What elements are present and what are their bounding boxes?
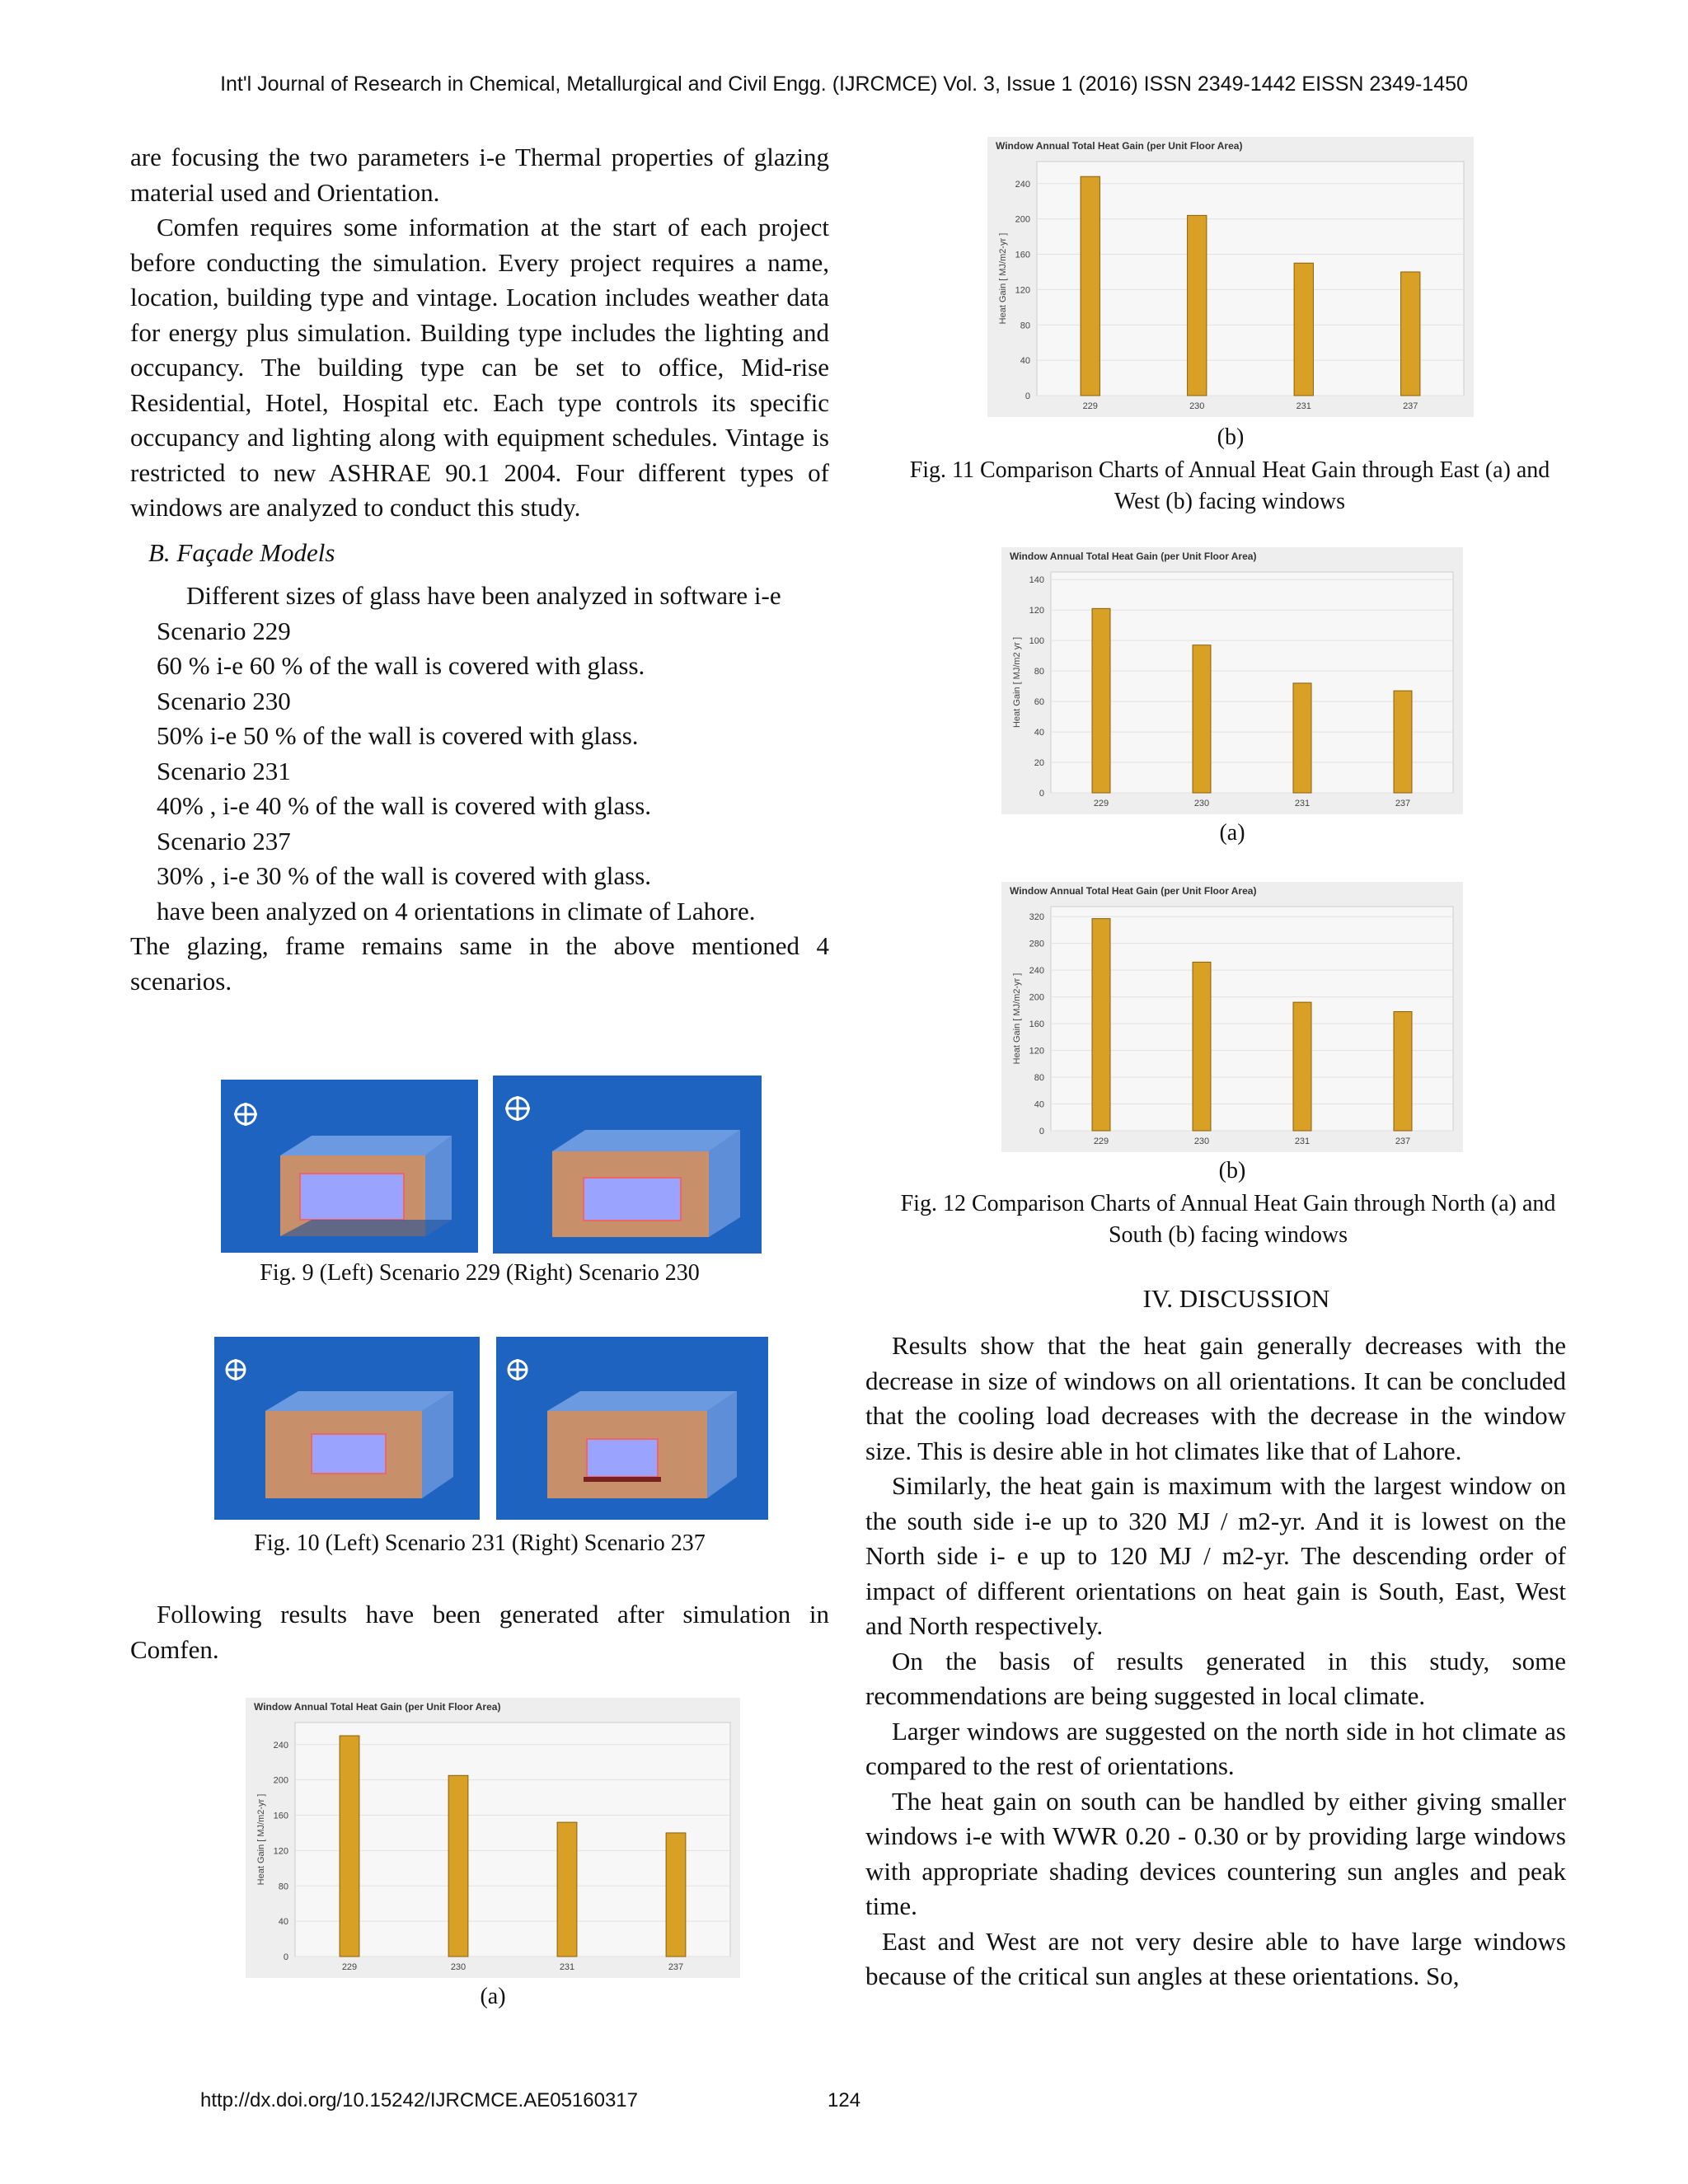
fig11-caption: Fig. 11 Comparison Charts of Annual Heat Gain through East (a) and West (b) facing windows bbox=[909, 457, 1550, 514]
bar-231 bbox=[557, 1822, 577, 1957]
bar-chart-svg bbox=[987, 137, 1474, 417]
bar-237 bbox=[1401, 272, 1420, 396]
y-tick-label: 40 bbox=[1034, 1099, 1044, 1110]
x-tick-label: 231 bbox=[1296, 401, 1311, 411]
y-tick-label: 140 bbox=[1029, 575, 1044, 586]
bar-230 bbox=[1193, 645, 1211, 793]
paragraph-orientations-a: have been analyzed on 4 orientations in climate of Lahore. bbox=[157, 896, 756, 926]
bar-chart-svg bbox=[246, 1698, 740, 1978]
y-tick-label: 0 bbox=[1039, 1127, 1044, 1137]
bar-237 bbox=[1394, 1011, 1412, 1131]
y-tick-label: 120 bbox=[273, 1846, 288, 1857]
x-tick-label: 237 bbox=[1395, 799, 1411, 808]
scenario-230-desc: 50% i-e 50 % of the wall is covered with glass. bbox=[157, 721, 639, 750]
scenario-231-desc: 40% , i-e 40 % of the wall is covered with glass. bbox=[157, 791, 652, 820]
bar-230 bbox=[1193, 962, 1211, 1131]
scenario-229-title: Scenario 229 bbox=[157, 616, 291, 645]
x-tick-label: 231 bbox=[1294, 1137, 1311, 1146]
scenario-231-title: Scenario 231 bbox=[157, 756, 291, 785]
scenario-229-model bbox=[221, 1080, 478, 1253]
discussion-p6: East and West are not very desire able to have large windows because of the critical sun angles at these orientations. So, bbox=[865, 1926, 1566, 1990]
bar-chart-svg bbox=[1001, 547, 1463, 814]
x-tick-label: 229 bbox=[1093, 799, 1109, 808]
y-tick-label: 60 bbox=[1034, 697, 1044, 708]
discussion-p5: The heat gain on south can be handled by either giving smaller windows i-e with WWR 0.20 - 0.30 or by providing large windows with appropriate shading devices countering sun angles and peak time. bbox=[865, 1786, 1566, 1920]
y-tick-label: 0 bbox=[1039, 789, 1044, 799]
discussion-p2: Similarly, the heat gain is maximum with the largest window on the south side i-e up to 320 MJ / m2-yr. And it is lowest on the North side i- e up to 120 MJ / m2-yr. The descending order of impact of different orientations on heat gain is South, East, West and North respectively. bbox=[865, 1471, 1566, 1640]
scenario-230-model bbox=[493, 1076, 762, 1254]
y-tick-label: 80 bbox=[278, 1882, 288, 1892]
scenario-237-model bbox=[496, 1337, 768, 1520]
y-tick-label: 100 bbox=[1029, 636, 1044, 647]
x-tick-label: 230 bbox=[1189, 401, 1205, 411]
plot-area bbox=[1051, 907, 1453, 1131]
x-tick-label: 230 bbox=[1193, 1137, 1210, 1146]
y-tick-label: 40 bbox=[1020, 356, 1030, 367]
fig12b-label: (b) bbox=[1218, 1158, 1246, 1183]
footer-page-number: 124 bbox=[828, 2089, 861, 2111]
bar-229 bbox=[1081, 176, 1100, 396]
y-tick-label: 120 bbox=[1015, 285, 1030, 296]
y-tick-label: 0 bbox=[283, 1952, 288, 1962]
paragraph-following-results bbox=[130, 1597, 829, 1667]
x-tick-label: 230 bbox=[1193, 799, 1210, 808]
paragraph-comfen: Comfen requires some information at the start of each project before conducting the simulation. Every project requires a name, location, building type and vintage. Location includes weather data for energy plus simulation. Building type includes the lighting and occupancy. The building type can be set to office, Mid-rise Residential, Hotel, Hospital etc. Each type controls its specific occupancy and lighting along with equipment schedules. Vintage is restricted to new ASHRAE 90.1 2004. Four different types of windows are analyzed to conduct this study. bbox=[130, 213, 829, 522]
y-tick-label: 240 bbox=[1015, 179, 1030, 190]
scenario-231-model bbox=[214, 1337, 480, 1520]
chart-north bbox=[1001, 547, 1463, 814]
x-tick-label: 231 bbox=[1294, 799, 1311, 808]
y-tick-label: 200 bbox=[1015, 214, 1030, 225]
scenario-237-title: Scenario 237 bbox=[157, 826, 291, 855]
paragraph-intro-cont: are focusing the two parameters i-e Thermal properties of glazing material used and Orientation. bbox=[130, 143, 829, 207]
y-tick-label: 120 bbox=[1029, 606, 1044, 616]
bar-231 bbox=[1293, 683, 1311, 793]
fig11a-label: (a) bbox=[480, 1984, 506, 2009]
x-tick-label: 237 bbox=[1395, 1137, 1411, 1146]
y-axis-label: Heat Gain [ MJ/m2 yr ] bbox=[1012, 636, 1022, 729]
x-tick-label: 229 bbox=[1093, 1137, 1109, 1146]
section-heading-discussion: IV. DISCUSSION bbox=[1142, 1284, 1330, 1313]
y-tick-label: 320 bbox=[1029, 912, 1044, 923]
journal-header: Int'l Journal of Research in Chemical, Metallurgical and Civil Engg. (IJRCMCE) Vol. 3, Issue 1 (2016) ISSN 2349-1442 EISSN 2349-1450 bbox=[220, 73, 1468, 96]
chart-east bbox=[246, 1698, 740, 1978]
y-tick-label: 200 bbox=[1029, 992, 1044, 1003]
x-tick-label: 229 bbox=[341, 1962, 358, 1972]
y-tick-label: 80 bbox=[1020, 321, 1030, 331]
footer-doi: http://dx.doi.org/10.15242/IJRCMCE.AE05160317 bbox=[200, 2089, 638, 2111]
chart-title: Window Annual Total Heat Gain (per Unit Floor Area) bbox=[254, 1701, 501, 1713]
plot-area bbox=[1051, 572, 1453, 793]
x-tick-label: 237 bbox=[1403, 401, 1418, 411]
x-tick-label: 230 bbox=[450, 1962, 467, 1972]
scenario-237-desc: 30% , i-e 30 % of the wall is covered with glass. bbox=[157, 861, 652, 890]
x-tick-label: 229 bbox=[1082, 401, 1098, 411]
chart-title: Window Annual Total Heat Gain (per Unit Floor Area) bbox=[1010, 885, 1257, 897]
y-tick-label: 240 bbox=[273, 1740, 288, 1750]
y-tick-label: 20 bbox=[1034, 758, 1044, 769]
y-tick-label: 40 bbox=[278, 1917, 288, 1928]
y-tick-label: 240 bbox=[1029, 966, 1044, 977]
bar-chart-svg bbox=[1001, 882, 1463, 1152]
fig12a-label: (a) bbox=[1219, 820, 1245, 846]
bar-230 bbox=[448, 1775, 468, 1957]
chart-title: Window Annual Total Heat Gain (per Unit Floor Area) bbox=[996, 140, 1243, 152]
y-tick-label: 160 bbox=[273, 1811, 288, 1821]
bar-237 bbox=[1394, 691, 1412, 793]
y-tick-label: 160 bbox=[1029, 1019, 1044, 1030]
chart-west bbox=[987, 137, 1474, 417]
x-tick-label: 231 bbox=[559, 1962, 575, 1972]
y-axis-label: Heat Gain [ MJ/m2-yr ] bbox=[1012, 972, 1022, 1065]
y-tick-label: 120 bbox=[1029, 1046, 1044, 1057]
y-axis-label: Heat Gain [ MJ/m2-yr ] bbox=[998, 232, 1008, 325]
right-column bbox=[865, 1329, 1566, 1994]
scenario-229-desc: 60 % i-e 60 % of the wall is covered with glass. bbox=[157, 651, 645, 680]
y-axis-label: Heat Gain [ MJ/m2-yr ] bbox=[256, 1793, 266, 1886]
section-heading-facade-models: B. Façade Models bbox=[148, 537, 335, 567]
y-tick-label: 0 bbox=[1025, 391, 1030, 401]
y-tick-label: 80 bbox=[1034, 667, 1044, 677]
paragraph-results-intro: Following results have been generated after simulation in Comfen. bbox=[130, 1600, 829, 1664]
fig12-caption: Fig. 12 Comparison Charts of Annual Heat Gain through North (a) and South (b) facing windows bbox=[900, 1191, 1556, 1248]
bar-229 bbox=[1092, 919, 1110, 1131]
bar-229 bbox=[340, 1736, 359, 1957]
y-tick-label: 160 bbox=[1015, 250, 1030, 260]
fig9-caption: Fig. 9 (Left) Scenario 229 (Right) Scenario 230 bbox=[260, 1260, 700, 1286]
bar-231 bbox=[1294, 263, 1313, 396]
discussion-p4: Larger windows are suggested on the north side in hot climate as compared to the rest of orientations. bbox=[865, 1716, 1566, 1780]
paragraph-glass-sizes: Different sizes of glass have been analyzed in software i-e bbox=[186, 581, 781, 610]
scenario-230-title: Scenario 230 bbox=[157, 686, 291, 715]
chart-title: Window Annual Total Heat Gain (per Unit Floor Area) bbox=[1010, 551, 1257, 562]
y-tick-label: 40 bbox=[1034, 728, 1044, 738]
left-column bbox=[130, 140, 829, 999]
fig10-caption: Fig. 10 (Left) Scenario 231 (Right) Scenario 237 bbox=[254, 1530, 706, 1556]
bar-237 bbox=[666, 1833, 686, 1957]
chart-south bbox=[1001, 882, 1463, 1152]
bar-231 bbox=[1293, 1002, 1311, 1131]
y-tick-label: 280 bbox=[1029, 939, 1044, 949]
fig11b-label: (b) bbox=[1217, 424, 1245, 450]
paragraph-glazing: The glazing, frame remains same in the above mentioned 4 scenarios. bbox=[130, 931, 829, 996]
x-tick-label: 237 bbox=[668, 1962, 684, 1972]
paragraph-orientations bbox=[130, 894, 829, 930]
bar-230 bbox=[1188, 215, 1207, 396]
y-tick-label: 80 bbox=[1034, 1073, 1044, 1084]
bar-229 bbox=[1092, 608, 1110, 793]
discussion-p3: On the basis of results generated in this study, some recommendations are being suggested in local climate. bbox=[865, 1646, 1566, 1710]
y-tick-label: 200 bbox=[273, 1775, 288, 1786]
discussion-p1: Results show that the heat gain generally decreases with the decrease in size of windows on all orientations. It can be concluded that the cooling load decreases with the decrease in the window size. This is desire able in hot climates like that of Lahore. bbox=[865, 1331, 1566, 1465]
